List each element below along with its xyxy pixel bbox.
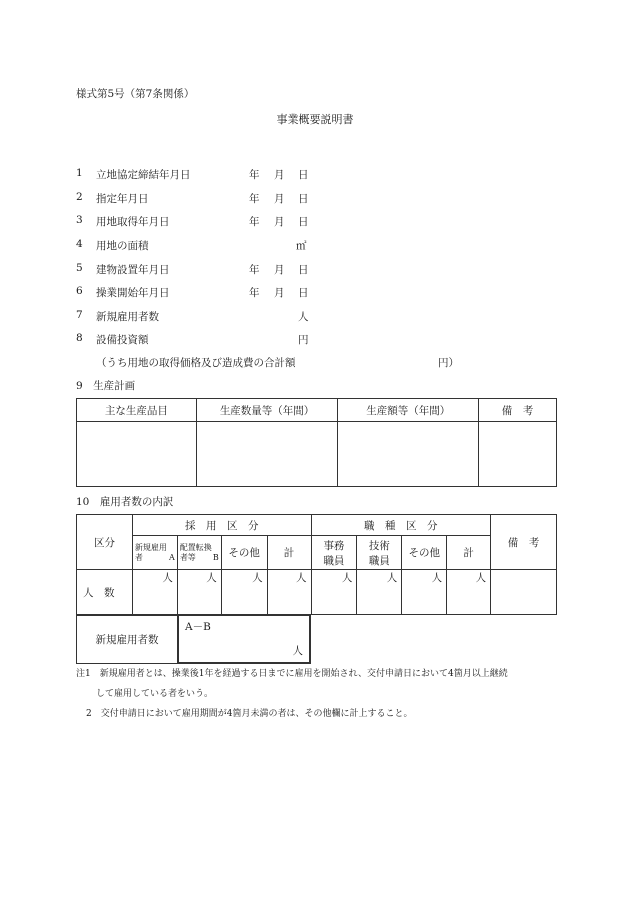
new-hire-mark: A xyxy=(169,552,175,562)
job-other-header: その他 xyxy=(402,536,447,570)
new-hire-count-cell[interactable]: 人 xyxy=(132,570,177,615)
item-number: 2 xyxy=(76,191,83,203)
column-header-quantity: 生産数量等（年間） xyxy=(196,399,338,422)
product-cell[interactable] xyxy=(77,422,197,487)
new-hire-count-label: 新規雇用者数 xyxy=(77,615,179,663)
investment-note-close: 円） xyxy=(438,357,459,369)
list-item xyxy=(0,191,630,205)
year-unit: 年 xyxy=(249,169,260,181)
office-staff-count-cell[interactable]: 人 xyxy=(311,570,357,615)
job-total-header: 計 xyxy=(447,536,491,570)
employment-heading: 10 雇用者数の内訳 xyxy=(76,496,174,508)
tech-staff-count-cell[interactable]: 人 xyxy=(357,570,402,615)
investment-note xyxy=(0,355,630,369)
month-unit: 月 xyxy=(274,193,285,205)
day-unit: 日 xyxy=(298,287,309,299)
item-number: 5 xyxy=(76,262,83,274)
item-label: 指定年月日 xyxy=(96,193,149,205)
page-title: 事業概要説明書 xyxy=(276,113,354,126)
table-row xyxy=(77,570,557,615)
job-total-count-cell[interactable]: 人 xyxy=(447,570,491,615)
investment-note-open: （うち用地の取得価格及び造成費の合計額 xyxy=(96,357,296,369)
month-unit: 月 xyxy=(274,169,285,181)
list-item xyxy=(0,262,630,276)
list-item xyxy=(0,285,630,299)
production-heading: 9 生産計画 xyxy=(76,380,136,392)
remarks-cell[interactable] xyxy=(479,422,557,487)
amount-cell[interactable] xyxy=(338,422,479,487)
list-item xyxy=(0,167,630,181)
item-number: 6 xyxy=(76,285,83,297)
item-label: 建物設置年月日 xyxy=(96,264,170,276)
tech-staff-header xyxy=(357,536,402,570)
item-number: 4 xyxy=(76,238,83,250)
list-item xyxy=(0,238,630,252)
item-number: 7 xyxy=(76,309,83,321)
new-hire-header-line1: 新規雇用 xyxy=(134,542,167,552)
item-label: 用地の面積 xyxy=(96,240,149,252)
office-staff-line2: 職員 xyxy=(323,554,345,567)
hiring-group-header: 採 用 区 分 xyxy=(132,515,311,536)
item-label: 立地協定締結年月日 xyxy=(96,169,191,181)
item-label: 新規雇用者数 xyxy=(96,311,159,323)
item-number: 1 xyxy=(76,167,83,179)
list-item xyxy=(0,214,630,228)
table-row xyxy=(77,399,557,422)
item-number: 3 xyxy=(76,214,83,226)
new-hire-header-line2: 者 xyxy=(134,552,143,562)
transfer-mark: B xyxy=(212,552,219,562)
list-item xyxy=(0,332,630,346)
transfer-header-line1: 配置転換 xyxy=(179,542,212,552)
day-unit: 日 xyxy=(298,264,309,276)
area-unit: ㎡ xyxy=(296,240,307,252)
person-unit: 人 xyxy=(298,311,309,323)
day-unit: 日 xyxy=(298,216,309,228)
day-unit: 日 xyxy=(298,169,309,181)
note-1-line2: して雇用している者をいう。 xyxy=(96,689,214,699)
division-header: 区分 xyxy=(77,515,133,570)
table-row xyxy=(77,536,557,570)
item-label: 設備投資額 xyxy=(96,334,149,346)
hiring-total-count-cell[interactable]: 人 xyxy=(267,570,311,615)
month-unit: 月 xyxy=(274,287,285,299)
item-number: 8 xyxy=(76,332,83,344)
year-unit: 年 xyxy=(249,193,260,205)
tech-staff-line2: 職員 xyxy=(368,554,390,567)
column-header-product: 主な生産品目 xyxy=(77,399,197,422)
year-unit: 年 xyxy=(249,287,260,299)
people-count-label: 人 数 xyxy=(77,570,133,615)
tech-staff-line1: 技術 xyxy=(368,539,390,552)
column-header-amount: 生産額等（年間） xyxy=(338,399,479,422)
formula-text: A－B xyxy=(185,621,211,633)
item-label: 用地取得年月日 xyxy=(96,216,170,228)
new-hire-header xyxy=(132,536,177,570)
job-group-header: 職 種 区 分 xyxy=(311,515,491,536)
person-unit: 人 xyxy=(292,645,303,657)
year-unit: 年 xyxy=(249,216,260,228)
hiring-total-header: 計 xyxy=(267,536,311,570)
note-2: 2 交付申請日において雇用期間が4箇月未満の者は、その他欄に計上すること。 xyxy=(86,709,413,719)
job-other-count-cell[interactable]: 人 xyxy=(402,570,447,615)
hiring-other-header: その他 xyxy=(221,536,267,570)
table-row xyxy=(77,422,557,487)
hiring-other-count-cell[interactable]: 人 xyxy=(221,570,267,615)
list-item xyxy=(0,309,630,323)
production-table xyxy=(76,398,557,487)
employment-table xyxy=(76,514,557,615)
day-unit: 日 xyxy=(298,193,309,205)
month-unit: 月 xyxy=(274,216,285,228)
year-unit: 年 xyxy=(249,264,260,276)
note-1-line1: 注1 新規雇用者とは、操業後1年を経過する日までに雇用を開始され、交付申請日において4箇月以上継続 xyxy=(76,669,508,679)
remarks-count-cell[interactable] xyxy=(491,570,557,615)
new-hire-count-box[interactable] xyxy=(178,615,310,663)
office-staff-line1: 事務 xyxy=(323,539,345,552)
new-hire-count-table xyxy=(76,614,311,664)
table-row xyxy=(77,515,557,536)
item-label: 操業開始年月日 xyxy=(96,287,170,299)
month-unit: 月 xyxy=(274,264,285,276)
office-staff-header xyxy=(311,536,357,570)
form-number: 様式第5号（第7条関係） xyxy=(76,88,195,100)
table-row xyxy=(77,615,311,663)
transfer-header-line2: 者等 xyxy=(179,552,196,562)
transfer-header xyxy=(177,536,221,570)
yen-unit: 円 xyxy=(298,334,309,346)
remarks-header: 備 考 xyxy=(491,515,557,570)
column-header-remarks: 備 考 xyxy=(479,399,557,422)
transfer-count-cell[interactable]: 人 xyxy=(177,570,221,615)
quantity-cell[interactable] xyxy=(196,422,338,487)
